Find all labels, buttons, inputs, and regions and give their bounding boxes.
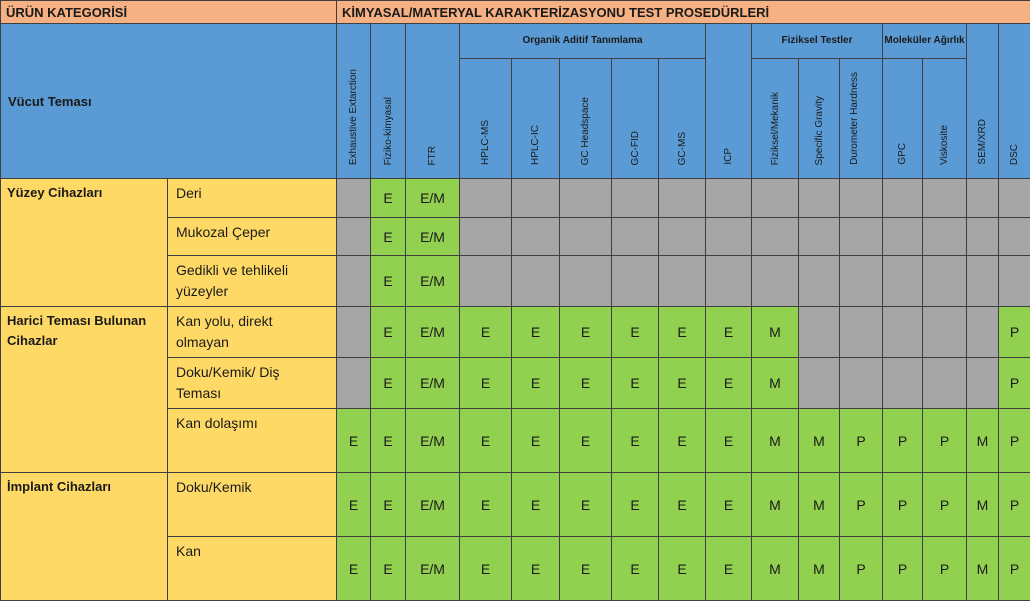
test-cell: M [752,473,799,537]
test-cell [337,256,371,307]
test-cell: E/M [406,218,460,256]
test-cell: M [752,537,799,601]
test-cell [883,179,923,218]
test-cell: P [923,537,967,601]
test-cell: E [512,307,560,358]
test-cell: E [460,537,512,601]
test-cell [512,256,560,307]
subcategory-cell: Kan yolu, direkt olmayan [168,307,337,358]
test-cell [799,218,840,256]
subcategory-cell: Deri [168,179,337,218]
subcategory-cell: Kan [168,537,337,601]
test-cell: E [659,307,706,358]
test-cell [612,218,659,256]
subcategory-cell: Kan dolaşımı [168,409,337,473]
test-cell [752,256,799,307]
test-cell [840,218,883,256]
test-cell [923,307,967,358]
test-cell [659,218,706,256]
test-cell: P [999,409,1030,473]
test-cell [337,218,371,256]
test-cell: E [371,473,406,537]
test-cell: E [512,537,560,601]
test-cell [967,179,999,218]
test-cell: E [706,537,752,601]
test-cell [799,307,840,358]
test-cell [923,218,967,256]
test-cell: E/M [406,256,460,307]
test-cell [337,179,371,218]
test-cell: M [967,409,999,473]
test-cell: E [659,358,706,409]
test-cell: E [512,473,560,537]
test-cell: E/M [406,358,460,409]
test-cell: E [560,473,612,537]
test-cell: E [512,358,560,409]
test-cell: E/M [406,307,460,358]
test-cell [999,218,1030,256]
column-header: SEM/XRD [967,24,999,179]
test-cell: E [706,307,752,358]
test-cell [799,179,840,218]
test-cell [923,358,967,409]
procedures-title: KİMYASAL/MATERYAL KARAKTERİZASYONU TEST PROSEDÜRLERİ [337,1,1030,24]
test-cell: E [460,473,512,537]
test-cell: E/M [406,473,460,537]
test-cell [967,307,999,358]
test-cell [706,256,752,307]
test-cell: E [659,473,706,537]
test-cell: E [371,256,406,307]
table-row [1,473,1030,537]
test-cell: M [799,473,840,537]
column-header: Fiziksel/Mekanik [752,59,799,179]
group-organic-header: Organik Aditif Tanımlama [460,24,706,59]
test-cell [752,179,799,218]
test-cell: P [999,537,1030,601]
test-cell [512,218,560,256]
test-cell: P [883,473,923,537]
test-cell: E [371,358,406,409]
column-header: Durometer Hardness [840,59,883,179]
test-cell: E [560,307,612,358]
group-physical-header: Fiziksel Testler [752,24,883,59]
test-cell [612,179,659,218]
test-cell: E/M [406,179,460,218]
test-cell: E [560,537,612,601]
test-cell [883,218,923,256]
test-cell [799,358,840,409]
test-cell [560,179,612,218]
group-molecular-header: Moleküler Ağırlık [883,24,967,59]
test-cell: E [371,307,406,358]
test-cell: M [752,307,799,358]
test-cell: E [706,409,752,473]
test-cell: E [560,409,612,473]
test-cell: E/M [406,537,460,601]
test-cell: E [371,218,406,256]
category-cell: Harici Teması Bulunan Cihazlar [1,307,168,473]
test-cell: E [612,409,659,473]
test-cell: E [371,179,406,218]
table-row [1,307,1030,358]
subcategory-cell: Gedikli ve tehlikeli yüzeyler [168,256,337,307]
test-cell: E [560,358,612,409]
column-header: Exhaustive Extarction [337,24,371,179]
test-cell [560,218,612,256]
test-cell [840,256,883,307]
test-cell: P [883,537,923,601]
subcategory-cell: Mukozal Çeper [168,218,337,256]
test-cell: E [460,358,512,409]
test-cell: E [460,409,512,473]
test-cell: P [840,409,883,473]
test-cell [460,179,512,218]
test-cell [659,179,706,218]
subcategory-cell: Doku/Kemik [168,473,337,537]
test-cell [967,358,999,409]
test-cell: E [706,358,752,409]
product-category-header: ÜRÜN KATEGORİSİ [1,1,337,24]
test-cell: E [612,307,659,358]
test-cell: M [967,537,999,601]
test-cell: P [999,358,1030,409]
test-cell [612,256,659,307]
column-header: HPLC-IC [512,59,560,179]
test-cell: P [999,473,1030,537]
test-cell [560,256,612,307]
test-cell [923,179,967,218]
table-header [1,1,1030,179]
column-header: Fiziko-kimyasal [371,24,406,179]
test-cell: M [967,473,999,537]
test-cell: E [612,537,659,601]
test-cell [706,179,752,218]
test-cell: M [799,537,840,601]
body-contact-header: Vücut Teması [1,24,337,179]
test-cell: E/M [406,409,460,473]
table-body [1,179,1030,601]
column-header: HPLC-MS [460,59,512,179]
test-cell: E [337,537,371,601]
column-header: DSC [999,24,1030,179]
test-cell: E [612,473,659,537]
test-cell [840,358,883,409]
test-cell: P [923,473,967,537]
column-header: Viskosite [923,59,967,179]
test-cell: E [460,307,512,358]
test-cell [840,307,883,358]
test-cell: E [371,537,406,601]
test-cell [512,179,560,218]
test-cell: M [752,358,799,409]
test-cell: P [999,307,1030,358]
column-header: GC-MS [659,59,706,179]
column-header: GC Headspace [560,59,612,179]
test-cell: E [612,358,659,409]
test-cell [659,256,706,307]
test-cell [999,256,1030,307]
test-cell: E [337,473,371,537]
test-cell [706,218,752,256]
table-row [1,179,1030,218]
test-cell [883,307,923,358]
test-cell [799,256,840,307]
column-header: GC-FID [612,59,659,179]
test-cell: E [706,473,752,537]
test-cell [337,358,371,409]
header-row-top [1,1,1030,24]
column-header: FTR [406,24,460,179]
column-header: GPC [883,59,923,179]
test-cell [883,358,923,409]
test-cell [460,256,512,307]
category-cell: Yüzey Cihazları [1,179,168,307]
test-cell [923,256,967,307]
test-cell: M [752,409,799,473]
test-cell [752,218,799,256]
test-cell: E [371,409,406,473]
column-header: ICP [706,24,752,179]
test-cell [337,307,371,358]
test-cell [840,179,883,218]
test-cell: P [923,409,967,473]
test-cell [967,218,999,256]
column-header: Specific Gravity [799,59,840,179]
category-cell: İmplant Cihazları [1,473,168,601]
test-cell: E [512,409,560,473]
subcategory-cell: Doku/Kemik/ Diş Teması [168,358,337,409]
test-cell: P [840,473,883,537]
test-cell [999,179,1030,218]
test-cell [883,256,923,307]
test-cell: P [840,537,883,601]
test-cell: P [883,409,923,473]
test-cell: E [337,409,371,473]
test-cell: E [659,537,706,601]
test-cell: M [799,409,840,473]
header-row-groups [1,24,1030,59]
test-cell: E [659,409,706,473]
test-cell [460,218,512,256]
test-cell [967,256,999,307]
